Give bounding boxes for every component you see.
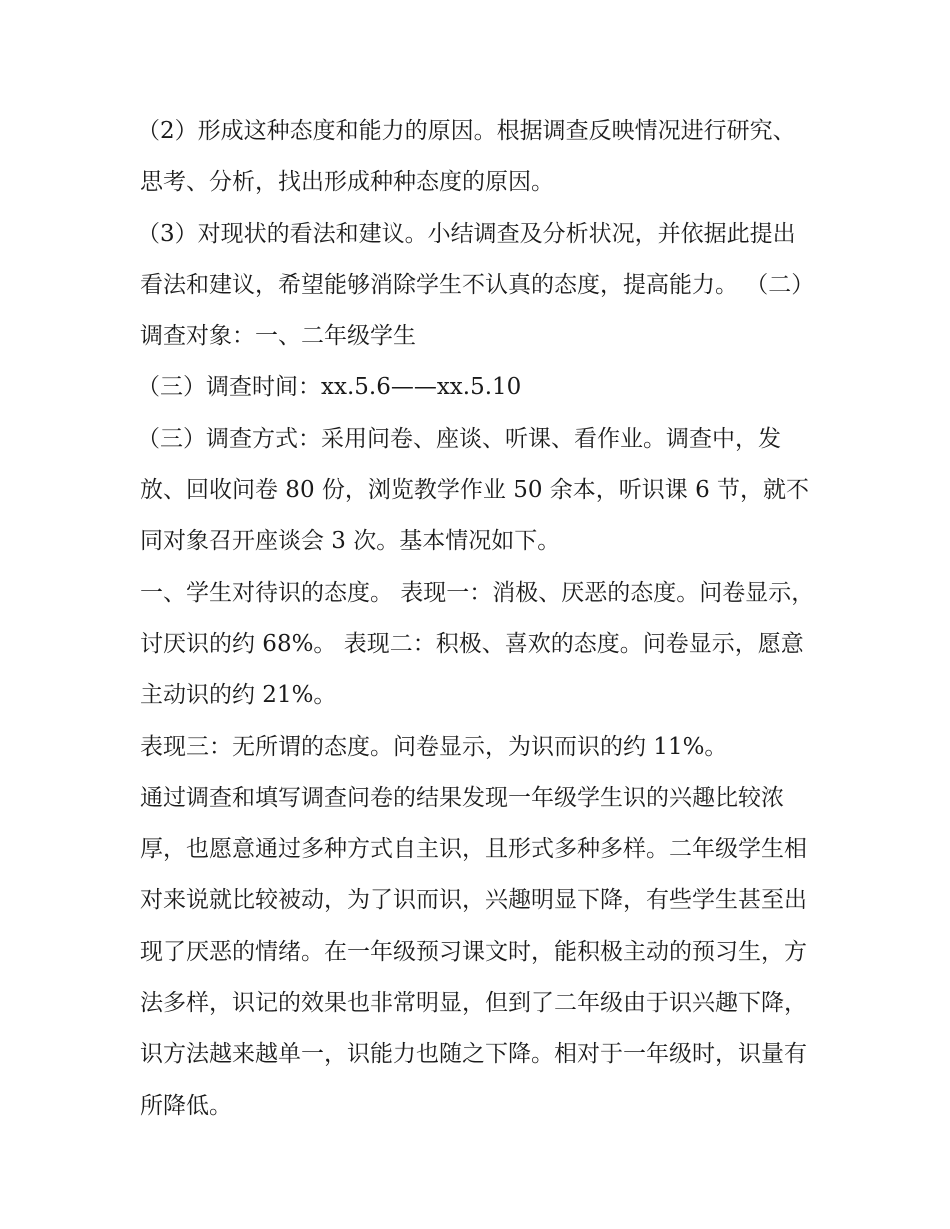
- paragraph-reasons: （2）形成这种态度和能力的原因。根据调查反映情况进行研究、思考、分析，找出形成种种态度的原因。: [137, 118, 796, 196]
- paragraph-findings: 通过调查和填写调查问卷的结果发现一年级学生识的兴趣比较浓厚，也愿意通过多种方式自主识，且形式多种多样。二年级学生相对来说就比较被动，为了识而识，兴趣明显下降，有些学生甚至出现了厌恶的情绪。在一年级预习课文时，能积极主动的预习生，方法多样，识记的效果也非常明显，但到了二年级由于识兴趣下降，识方法越来越单一，识能力也随之下降。相对于一年级时，识量有所降低。: [140, 784, 807, 1119]
- paragraph-survey-time: （三）调查时间：xx.5.6——xx.5.10: [137, 374, 522, 401]
- paragraph-student-attitude: 一、学生对待识的态度。 表现一：消极、厌恶的态度。问卷显示，讨厌识的约 68%。 表现二：积极、喜欢的态度。问卷显示，愿意主动识的约 21%。: [140, 579, 815, 709]
- paragraph-survey-method: （三）调查方式：采用问卷、座谈、听课、看作业。调查中，发放、回收问卷 80 份，浏览教学作业 50 余本，听识课 6 节，就不同对象召开座谈会 3 次。基本情况如下。: [137, 425, 810, 555]
- paragraph-indifferent-attitude: 表现三：无所谓的态度。问卷显示，为识而识的约 11%。: [140, 733, 728, 760]
- paragraph-suggestions: （3）对现状的看法和建议。小结调查及分析状况，并依据此提出看法和建议，希望能够消除学生不认真的态度，提高能力。 （二）调查对象：一、二年级学生: [137, 220, 815, 350]
- document-body: [137, 106, 816, 1132]
